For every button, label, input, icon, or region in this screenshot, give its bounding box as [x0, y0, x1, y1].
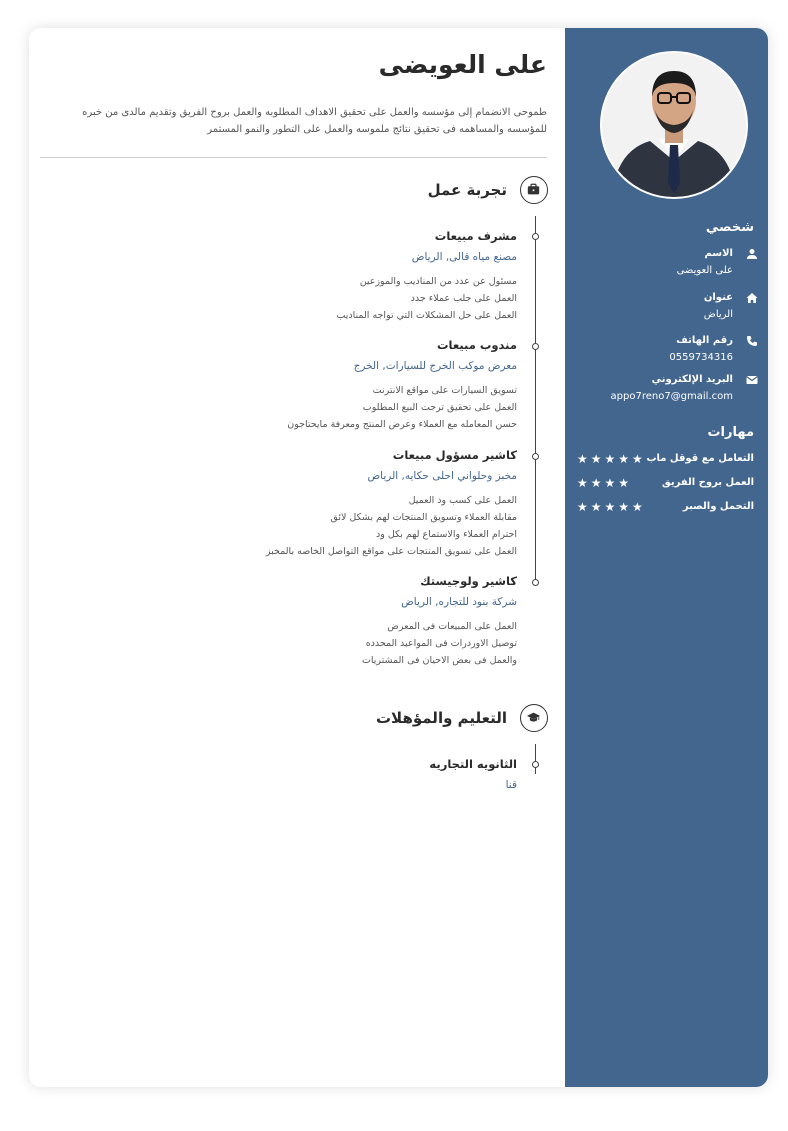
timeline-dot [532, 343, 539, 350]
personal-item-label [580, 247, 760, 261]
skill-name: التحمل والصبر [682, 501, 754, 512]
job-entry [77, 227, 517, 324]
job-task: العمل على تحقيق ترجت البيع المطلوب [362, 402, 517, 413]
experience-title: تجربة عمل [427, 181, 507, 199]
job-task: العمل على جلب عملاء جدد [410, 293, 517, 304]
job-company: شركة بنود للتجاره, الرياض [401, 596, 517, 608]
job-task: توصيل الاوردرات فى المواعيد المحدده [365, 638, 517, 649]
job-task: مقابلة العملاء وتسويق المنتجات لهم بشكل لائق [330, 512, 517, 523]
job-company: مصنع مياه قالى, الرياض [411, 251, 517, 263]
job-title: كاشير مسؤول مبيعات [392, 448, 517, 462]
job-tasks [77, 492, 517, 560]
job-company: مخبز وحلواني احلى حكايه, الرياض [367, 470, 517, 482]
skill-item [575, 499, 758, 515]
experience-timeline [535, 216, 536, 582]
summary-text: طموحى الانضمام إلى مؤسسه والعمل على تحقيق الاهداف المطلوبه والعمل بروح الفريق وتقديم مالدى من خبره للمؤسسه والمساهمه فى تحقيق نتائج ملموسه والعمل على التطور والنمو المستمر [82, 107, 547, 135]
personal-item-name [580, 247, 760, 278]
education-entry [77, 755, 517, 793]
job-title: مندوب مبيعات [436, 338, 517, 352]
personal-item-value: 0559734316 [669, 352, 733, 363]
personal-item-email [580, 373, 760, 404]
job-task: حسن المعامله مع العملاء وعرض المنتج ومعرفة مايحتاجون [287, 419, 517, 430]
resume-sheet [29, 28, 768, 1087]
job-task: احترام العملاء والاستماع لهم بكل ود [375, 529, 517, 540]
timeline-dot [532, 761, 539, 768]
education-place: قنا [505, 779, 517, 791]
personal-label-text: رقم الهاتف [676, 335, 733, 346]
sidebar [565, 28, 768, 1087]
timeline-dot [532, 579, 539, 586]
job-title: كاشير ولوجيستك [420, 574, 517, 588]
education-timeline [535, 744, 536, 774]
job-task: تسويق السيارات على مواقع الانترنت [372, 385, 517, 396]
job-company: معرض موكب الخرج للسيارات, الخرج [353, 360, 517, 372]
personal-item-value: الرياض [703, 309, 733, 320]
email-icon [746, 374, 758, 386]
job-task: والعمل فى بعض الاحيان فى المشتريات [361, 655, 517, 666]
phone-icon [746, 335, 758, 347]
profile-photo-illustration [602, 53, 746, 197]
timeline-dot [532, 233, 539, 240]
job-entry [77, 572, 517, 669]
personal-item-address [580, 291, 760, 322]
skill-rating-stars: ★★★★★ [577, 452, 646, 466]
job-tasks [77, 618, 517, 669]
job-task: العمل على حل المشكلات التي تواجه المناديب [336, 310, 517, 321]
job-task: العمل على كسب ود العميل [408, 495, 517, 506]
skill-item [575, 475, 758, 491]
job-title: مشرف مبيعات [434, 229, 517, 243]
job-task: مسئول عن عدد من المناديب والموزعين [359, 276, 517, 287]
header-divider [40, 157, 547, 158]
job-tasks [77, 273, 517, 324]
home-icon [746, 292, 758, 304]
skill-rating-stars: ★★★★ [577, 476, 633, 490]
person-name: على العويضى [378, 50, 547, 79]
skill-name: التعامل مع قوقل ماب [646, 453, 754, 464]
education-title: التعليم والمؤهلات [375, 709, 507, 727]
skills-section-title: مهارات [707, 425, 754, 440]
personal-item-label [580, 373, 760, 387]
personal-item-label [580, 334, 760, 348]
personal-section-title: شخصي [705, 220, 754, 235]
timeline-dot [532, 453, 539, 460]
personal-label-text: عنوان [703, 292, 733, 303]
personal-label-text: البريد الإلكتروني [651, 374, 733, 385]
personal-item-phone [580, 334, 760, 365]
skill-rating-stars: ★★★★★ [577, 500, 646, 514]
education-title-text: الثانويه التجاريه [429, 757, 517, 771]
job-entry [77, 446, 517, 560]
job-tasks [77, 382, 517, 433]
education-heading [29, 704, 565, 736]
briefcase-icon [520, 176, 548, 204]
personal-item-label [580, 291, 760, 305]
job-entry [77, 336, 517, 433]
profile-photo [600, 51, 748, 199]
graduation-cap-icon [520, 704, 548, 732]
main-column [29, 28, 565, 1087]
personal-label-text: الاسم [704, 248, 733, 259]
personal-item-value: على العويضى [676, 265, 733, 276]
job-task: العمل على المبيعات فى المعرض [387, 621, 517, 632]
personal-item-value: appo7reno7@gmail.com [610, 391, 733, 402]
skill-item [575, 451, 758, 467]
person-icon [746, 248, 758, 260]
job-task: العمل على تسويق المنتجات على مواقع التواصل الخاصه بالمخبز [265, 546, 517, 557]
skill-name: العمل بروح الفريق [661, 477, 754, 488]
experience-heading [29, 176, 565, 208]
